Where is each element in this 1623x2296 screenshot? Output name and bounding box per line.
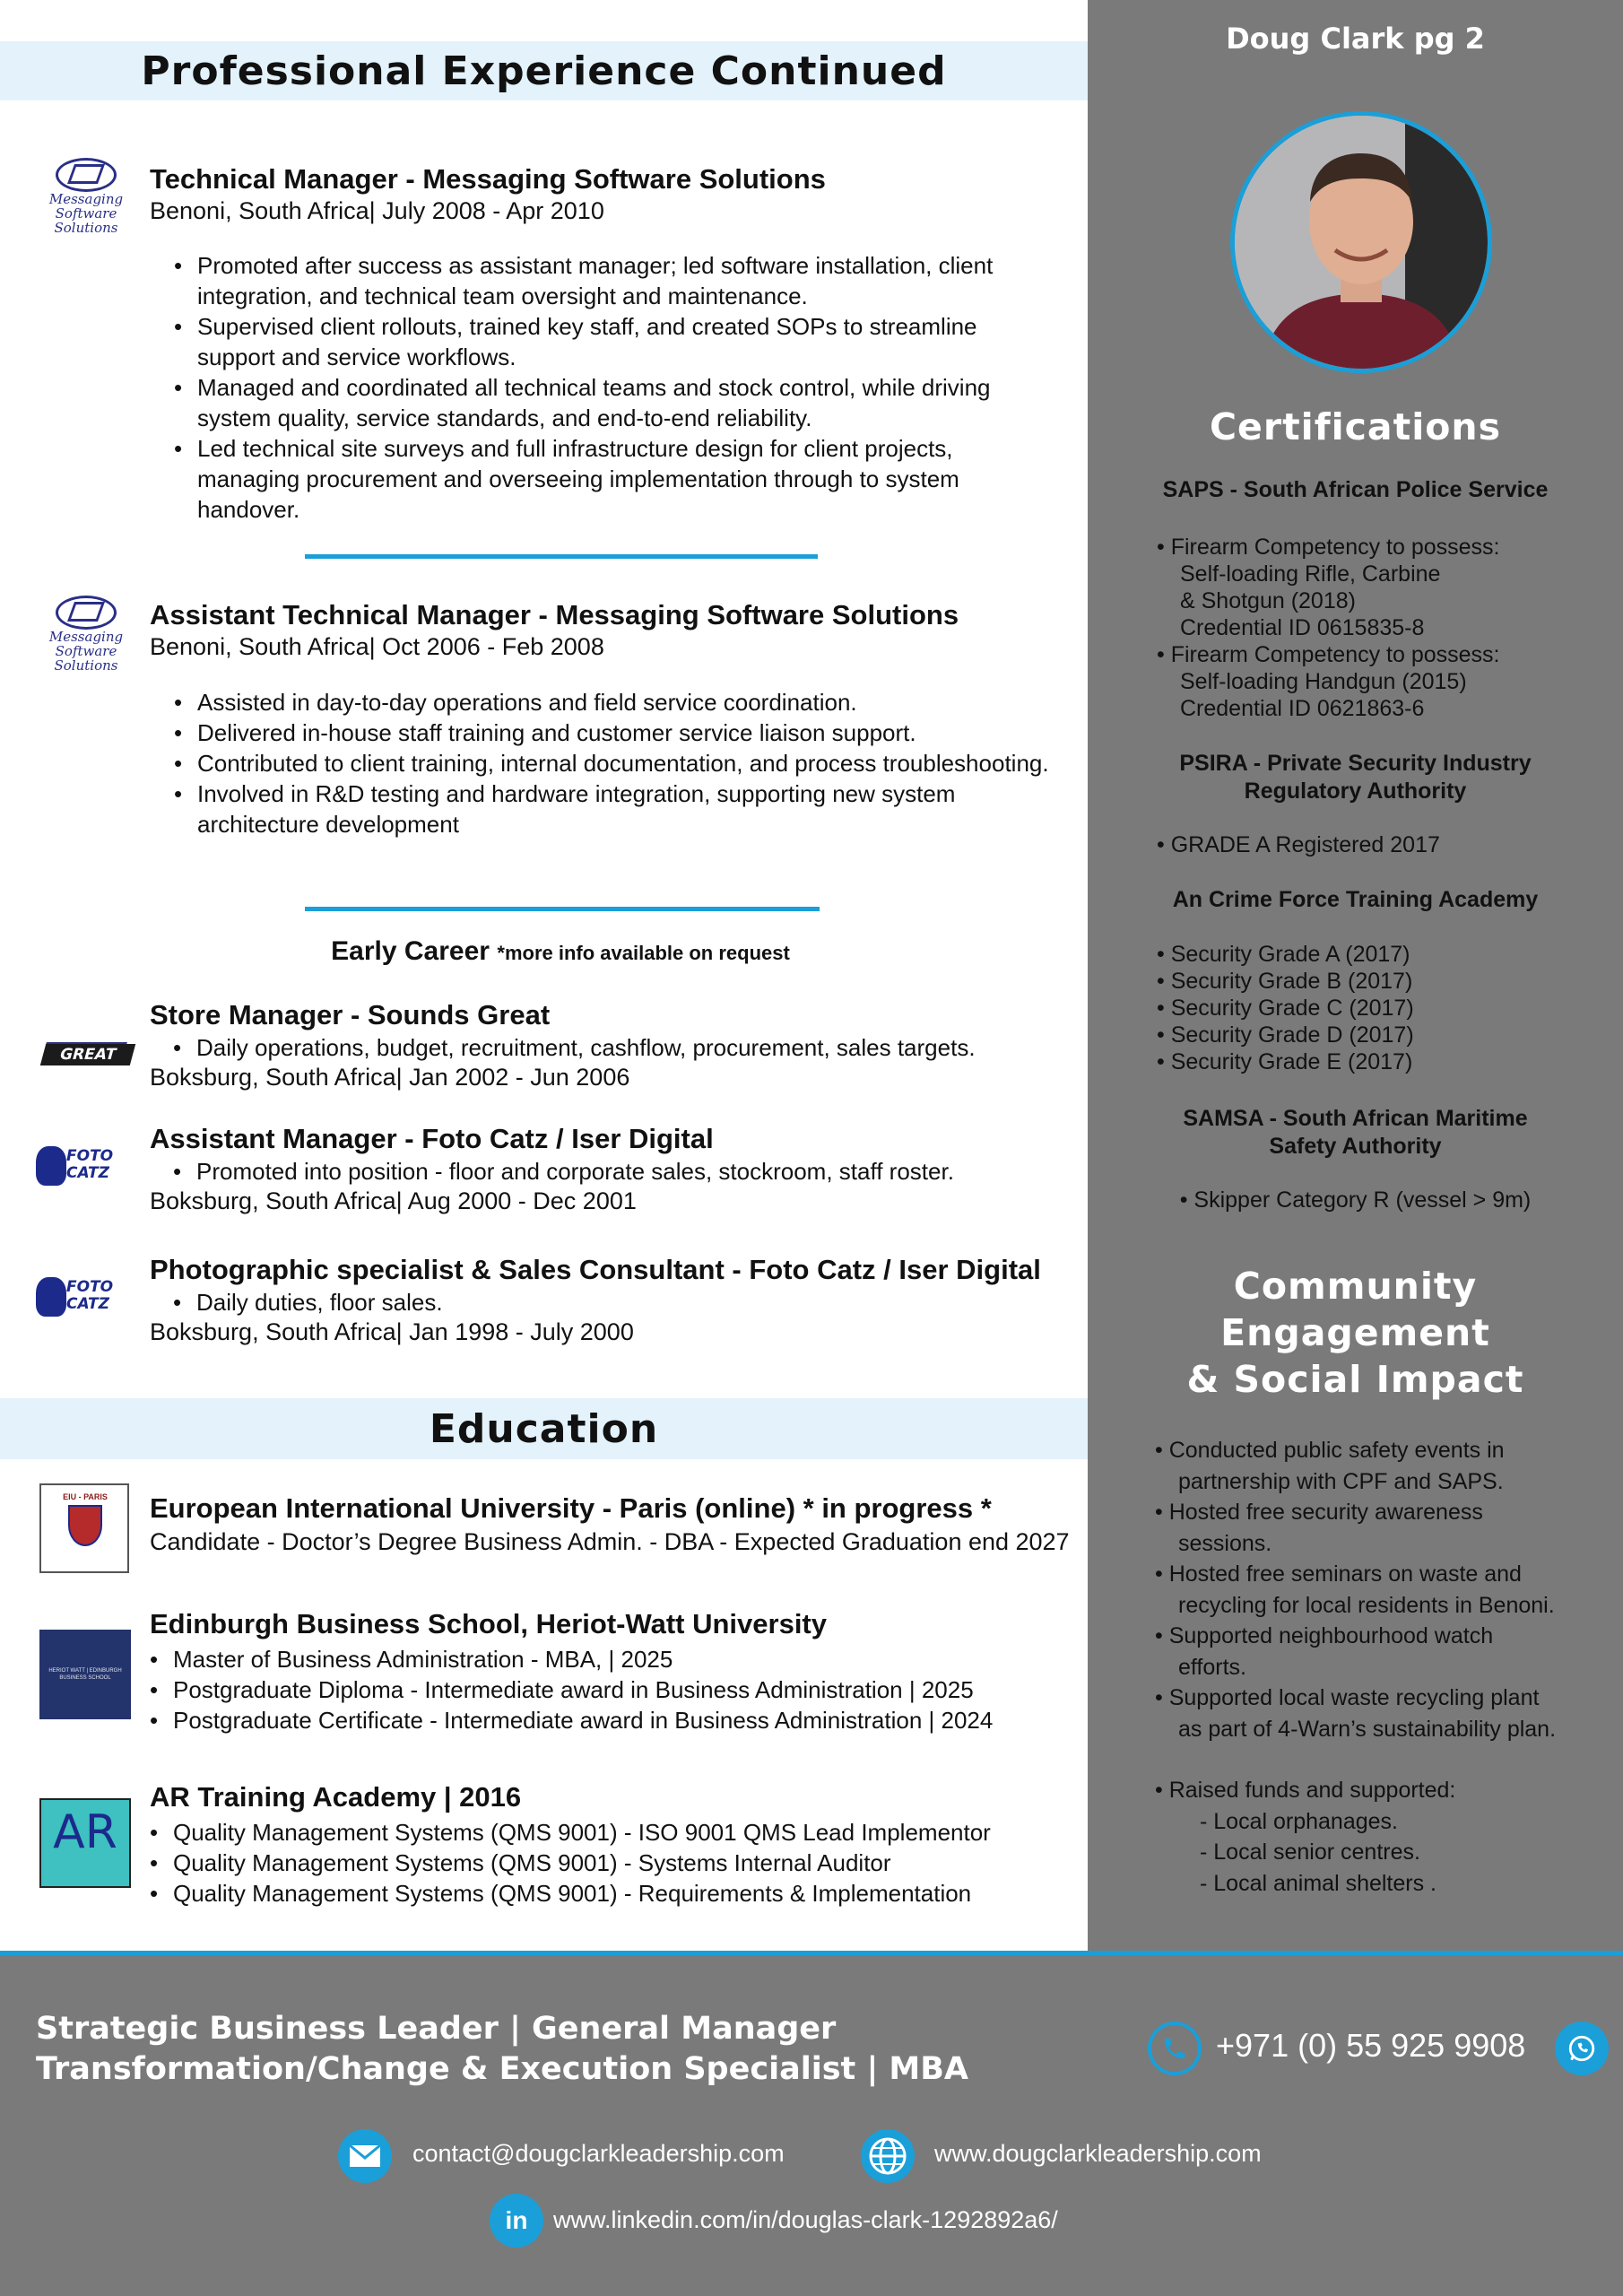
divider [305,554,818,559]
cert-crime-force-items: • Security Grade A (2017) • Security Grade B (2017) • Security Grade C (2017) • Security Grade D (2017) • Security Grade E (2017) [1157,942,1414,1074]
role-bullets [173,1156,1052,1187]
phone-icon [1148,2022,1202,2075]
section-band-education [0,1398,1088,1459]
footer-tagline: Strategic Business Leader | General Manager Transformation/Change & Execution Specialist | MBA [36,2011,969,2087]
list-item: • Daily operations, budget, recruitment, cashflow, procurement, sales targets. [173,1032,1052,1063]
list-item: • Supervised client rollouts, trained key staff, and created SOPs to streamline support and service workflows. [174,311,1053,372]
list-item: • Promoted after success as assistant manager; led software installation, client integration, and technical team oversight and maintenance. [174,250,1053,311]
linkedin-icon[interactable]: in [490,2194,543,2248]
community-items: • Conducted public safety events in partnership with CPF and SAPS. • Hosted free security awareness sessions. • Hosted free seminars on waste and recycling for local residents in Benoni. • Supported neighbourhood watch efforts. • Supported local waste recycling plant as part of 4-Warn’s sustainability plan. • Raised funds and supported: - Local orphanages. - Local senior centres. - Local animal shelters . [1155,1438,1557,1896]
education-line: Candidate - Doctor’s Degree Business Admin. - DBA - Expected Graduation end 2027 [150,1528,1070,1555]
education-title: AR Training Academy | 2016 [150,1781,522,1813]
list-item: • Postgraduate Certificate - Intermediate award in Business Administration | 2024 [150,1705,1064,1735]
job-bullets [174,250,1053,525]
cat-icon [36,1146,66,1186]
cert-authority-psira: PSIRA - Private Security Industry Regulatory Authority [1179,751,1532,804]
logo-mark-icon [56,596,117,630]
list-item: • Quality Management Systems (QMS 9001) - Systems Internal Auditor [150,1848,1064,1878]
footer [0,1951,1623,2296]
role-title: Photographic specialist & Sales Consultant - Foto Catz / Iser Digital [150,1254,1041,1285]
logo-mark-icon [56,158,117,192]
education-lines [150,1644,1064,1735]
cert-samsa-item: • Skipper Category R (vessel > 9m) [1179,1187,1532,1213]
cert-saps-item: • Firearm Competency to possess: Self-loading Rifle, Carbine & Shotgun (2018) Credential ID 0615835-8 • Firearm Competency to possess: Self-loading Handgun (2015) Credential ID 0621863-6 [1157,535,1500,721]
list-item: • Involved in R&D testing and hardware integration, supporting new system architecture development [174,778,1053,839]
role-bullets [173,1032,1052,1063]
sounds-great-logo: GREAT [39,1028,138,1071]
certifications-heading: Certifications [1209,405,1502,448]
bullet: • [1157,535,1171,560]
role-title: Store Manager - Sounds Great [150,999,551,1031]
list-item: • Quality Management Systems (QMS 9001) - Requirements & Implementation [150,1878,1064,1909]
email-icon[interactable] [338,2129,392,2183]
person-avatar-icon [1235,116,1488,369]
email-link[interactable]: contact@dougclarkleadership.com [412,2140,785,2167]
linkedin-link[interactable]: www.linkedin.com/in/douglas-clark-1292892a6/ [553,2206,1058,2233]
list-item: • Assisted in day-to-day operations and field service coordination. [174,687,1053,718]
role-meta: Boksburg, South Africa| Jan 2002 - Jun 2006 [150,1064,630,1091]
list-item: • Postgraduate Diploma - Intermediate award in Business Administration | 2025 [150,1674,1064,1705]
crest-icon [68,1505,102,1546]
early-career-heading: Early Career *more info available on request [331,936,790,966]
job-meta: Benoni, South Africa| Oct 2006 - Feb 2008 [150,633,604,660]
section-band-experience [0,41,1088,100]
cert-authority-saps: SAPS - South African Police Service [1162,477,1549,502]
education-lines [150,1817,1064,1909]
list-item: • Delivered in-house staff training and customer service liaison support. [174,718,1053,748]
divider [305,907,820,911]
profile-photo [1230,111,1492,373]
cert-authority-samsa: SAMSA - South African Maritime Safety Authority [1183,1106,1528,1159]
list-item: • Contributed to client training, internal documentation, and process troubleshooting. [174,748,1053,778]
list-item: • Promoted into position - floor and corporate sales, stockroom, staff roster. [173,1156,1052,1187]
globe-icon[interactable] [861,2129,915,2183]
heriot-watt-logo: HERIOT WATT | EDINBURGH BUSINESS SCHOOL [39,1630,131,1719]
job-meta: Benoni, South Africa| July 2008 - Apr 2010 [150,197,604,224]
eiu-paris-logo: EIU - PARIS [39,1483,129,1573]
list-item: • Managed and coordinated all technical teams and stock control, while driving system quality, service standards, and end-to-end reliability. [174,372,1053,433]
cat-icon [36,1277,66,1317]
whatsapp-icon[interactable] [1555,2022,1609,2075]
list-item: • Led technical site surveys and full infrastructure design for client projects, managing procurement and overseeing implementation through to system handover. [174,433,1053,525]
community-heading: Community Engagement & Social Impact [1186,1265,1524,1401]
cert-authority-crime-force: An Crime Force Training Academy [1172,887,1539,912]
job-title: Assistant Technical Manager - Messaging Software Solutions [150,599,959,631]
role-meta: Boksburg, South Africa| Aug 2000 - Dec 2001 [150,1187,637,1214]
list-item: • Daily duties, floor sales. [173,1287,1052,1318]
phone-number[interactable]: +971 (0) 55 925 9908 [1216,2027,1526,2064]
page-title: Professional Experience Continued [141,48,947,94]
page-label: Doug Clark pg 2 [1226,22,1485,56]
role-title: Assistant Manager - Foto Catz / Iser Digital [150,1123,714,1154]
job-title: Technical Manager - Messaging Software Solutions [150,163,826,195]
job-bullets [174,687,1053,839]
ar-academy-logo: AR [39,1798,131,1888]
foto-catz-logo: FOTO CATZ [36,1143,122,1191]
messaging-software-logo: Messaging Software Solutions [41,158,131,239]
messaging-software-logo: Messaging Software Solutions [41,596,131,676]
website-link[interactable]: www.dougclarkleadership.com [934,2140,1262,2167]
role-bullets [173,1287,1052,1318]
education-title: Edinburgh Business School, Heriot-Watt University [150,1608,827,1639]
cert-psira-item: • GRADE A Registered 2017 [1157,832,1440,857]
bullet: • [1157,642,1171,667]
education-heading: Education [429,1405,659,1452]
list-item: • Quality Management Systems (QMS 9001) - ISO 9001 QMS Lead Implementor [150,1817,1064,1848]
foto-catz-logo: FOTO CATZ [36,1274,122,1322]
list-item: • Master of Business Administration - MBA, | 2025 [150,1644,1064,1674]
role-meta: Boksburg, South Africa| Jan 1998 - July 2000 [150,1318,634,1345]
education-title: European International University - Paris (online) * in progress * [150,1492,992,1524]
